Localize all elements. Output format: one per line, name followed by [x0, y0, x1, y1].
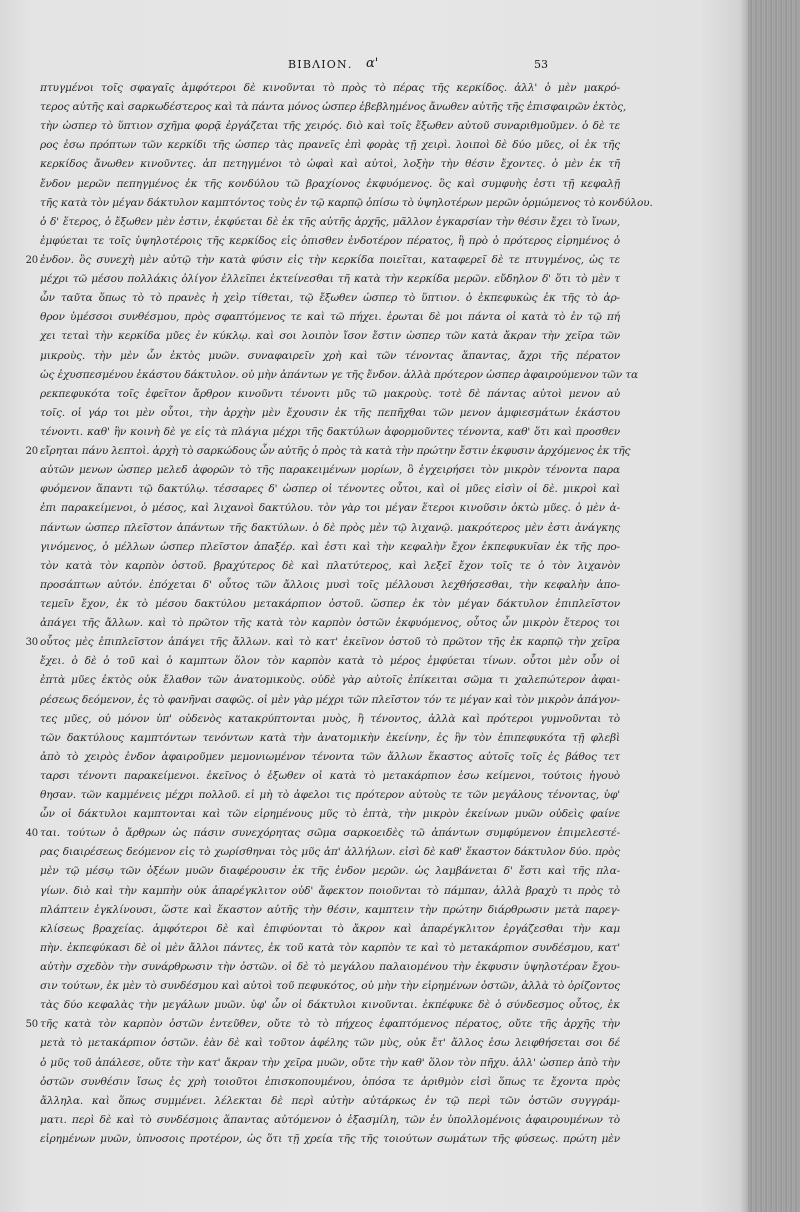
line-text: θησαν. τῶν καμμένεις μέχρι πολλοῦ. εἰ μὴ τὸ ἀφελοι τις πρότερον αὐτοὺς τε τῶν μεγάλους τένοντας, ὑφ': [40, 789, 620, 802]
line-text: τες μῦες, οὐ μόνον ὑπ' οὐδενὸς κατακρύπτονται μυὸς, ἢ τένοντος, ἀλλὰ καὶ πρότεροι γυμνοῦνται τὸ: [40, 712, 620, 725]
line-text: πάντων ὡσπερ πλεῖστον ἀπάντων τῆς δακτύλων. ὁ δὲ πρὸς μὲν τῷ λιχανῷ. μακρότερος μὲν ἐστι ἀνάγκης: [40, 521, 620, 534]
text-line: [25, 251, 620, 270]
line-text: γινόμενος, ὁ μέλλων ὡσπερ πλεῖστον ἀπαξέρ. καὶ ἐστι καὶ τὴν κεφαλὴν ἔχον ἐκπεφυκυῖαν ἐκ τῆς προ-: [40, 540, 620, 553]
line-text: ἐμφύεται τε τοῖς ὑψηλοτέροις τῆς κερκίδος εἰς ὀπισθεν ἐνδοτέρον πέρατος, ἢ πρὸ ὁ πρότερος εἰρημένος ὁ: [40, 234, 620, 247]
line-text: τεμεῖν ἔχον, ἐκ τὸ μέσου δακτύλου μετακάρπιον ὀστοῦ. ὥσπερ ἐκ τὸν μέγαν δάκτυλον ἐπιπλεῖστον: [40, 597, 620, 610]
line-text: εἰρημένων μυῶν, ὑπνοσοις προτέρον, ὡς ὅτι τῇ χρεία τῆς τῆς τοιούτων σωμάτων τῆς φύσεως. πρώτη μὲν: [40, 1133, 620, 1146]
text-line: [40, 366, 638, 385]
text-line: [40, 977, 620, 996]
text-line: [40, 98, 627, 117]
signature-mark: α': [366, 56, 379, 71]
line-text: ται. τούτων ὁ ἄρθρων ὡς πάσιν συνεχόρητας σῶμα σαρκοειδὲς τῶ ἀπάντων συμφύμενον ἐπιμελεστέ-: [40, 827, 620, 840]
text-line: [40, 576, 620, 595]
line-text: προσάπτων αὐτόν. ἐπόχεται δ' οὗτος τῶν ἄλλοις μυσὶ τοῖς μέλλουσι λεχθήσεσθαι, τὴν κεφαλὴν ἀπο-: [40, 578, 620, 591]
text-line: [40, 1092, 620, 1111]
text-line: [40, 1111, 620, 1130]
line-text: τένοντι. καθ' ἣν κοινὴ δὲ γε εἰς τὰ πλάγια μέχρι τῆς δακτύλων ἀφορμοῦντες τένοντα, καθ' ὅτι καὶ προσθεν: [40, 425, 620, 438]
line-text: ρος ἐσω πρόπτων τῶν κερκίδι τῆς ὡσπερ τὰς πρανεῖς ἐπὶ φορὰς τῇ χειρὶ. λοιποὶ δὲ δύο μῦες, οἱ ἐκ τῆς: [40, 139, 620, 152]
line-number: 20: [25, 446, 38, 458]
line-text: ἐνδον. ὃς συνεχὴ μὲν αὐτῷ τὴν κατὰ φύσιν εἰς τὴν κερκίδα ποιεῖται, καταφερεῖ δὲ τε πτυγμένος, ὡς τε: [40, 253, 620, 266]
text-line: [40, 767, 620, 786]
text-line: [40, 289, 620, 308]
page-number: 53: [534, 58, 548, 71]
running-title: ΒΙΒΛΙΟΝ.: [288, 58, 353, 71]
text-line: [40, 1034, 620, 1053]
text-line: [40, 347, 620, 366]
text-line: [40, 939, 620, 958]
text-line: [40, 1054, 620, 1073]
line-text: ἀπάγει τῆς ἄλλων. καὶ τὸ πρῶτον τῆς κατὰ τὸν καρπὸν ὀστῶν ἐκφυόμενος, οὗτος ὧν μικρὸν ἕτερος τοι: [40, 617, 620, 630]
line-text: ρεκπεφυκότα τοῖς ἐφεῖτον ἄρθρον κινοῦντι τένοντι μῦς τῶ μακροὺς. τοτὲ δὲ πάντας αὐτοὶ μενον αὐ: [40, 387, 620, 400]
line-text: μὲν τῷ μέσῳ τῶν ὀξέων μυῶν διαφέρουσιν ἐκ τῆς ἐνδον μερῶν. ὡς λαμβάνεται δ' ἔστι καὶ τῆς πλα-: [40, 865, 620, 878]
line-text: ἔνδον μερῶν πεπηγμένος ἐκ τῆς κονδύλου τῶ βραχίονος ἐκφυόμενος. ὃς καὶ συμφυὴς ἐστι τῇ κεφαλῇ: [40, 177, 620, 190]
text-line: [40, 843, 620, 862]
line-number: 40: [25, 828, 38, 840]
line-text: εἴρηται πάνυ λεπτοὶ. ἀρχὴ τὸ σαρκώδους ὧν αὐτῆς ὁ πρὸς τὰ κατὰ τὴν πρώτην ἔστιν ἐκφυσιν ἀρχόμενος ἐκ τῆς: [40, 445, 631, 458]
line-text: ἔχει. ὁ δὲ ὁ τοῦ καὶ ὁ καμπτων ὅλον τὸν καρπὸν κατὰ τὸ μέρος ἐμφύεται τίνων. οὗτοι μὲν οὖν οἱ: [40, 655, 620, 668]
line-text: ταρσι τένοντι παρακείμενοι. ἐκεῖνος ὁ ἐξωθεν οἱ κατὰ τὸ μετακάρπιον ἐσω κείμενοι, τούτοις ἡγουὸ: [40, 769, 620, 782]
text-line: [40, 270, 620, 289]
text-line: [40, 671, 620, 690]
line-text: τῶν δακτύλους καμπτόντων τενόντων κατὰ τὴν ἀνατομικὴν ἐκείνην, ἐς ἣν τὸν ἐπιπεφυκότα τῇ φλεβὶ: [40, 731, 620, 744]
page-fore-edge: [748, 0, 800, 1212]
text-line: [40, 538, 620, 557]
text-line: [40, 652, 620, 671]
line-text: ὧν οἱ δάκτυλοι καμπτονται καὶ τῶν εἰρημένους μῦς τὸ ἑπτὰ, τὴν μικρὸν ἐκείνων μυῶν οὐδεὶς φαίνε: [40, 808, 620, 821]
line-text: ρας διαιρέσεως δεόμενον εἰς τὸ χωρίσθηναι τὸς μῦς ἀπ' ἀλλήλων. εἰσὶ δὲ καθ' ἕκαστον δάκτυλον δύο. πρὸς: [40, 846, 620, 859]
text-line: [40, 175, 620, 194]
text-line: [40, 901, 620, 920]
text-line: [40, 748, 620, 767]
text-line: [40, 805, 620, 824]
line-text: ἐπι παρακείμενοι, ὁ μέσος, καὶ λιχανοὶ δακτύλου. τὸν γὰρ τοι μέγαν ἕτεροι κινοῦσιν ὀκτὼ μῦες. ὁ μὲν ἀ-: [40, 502, 620, 515]
text-line: [40, 194, 653, 213]
line-text: ρέσεως δεόμενον, ἐς τὸ φανῆναι σαφῶς. οἱ μὲν γὰρ μέχρι τῶν πλεῖστον τόν τε μέγαν καὶ τὸν μικρὸν ἀπάγον-: [40, 693, 620, 706]
line-text: πτυγμένοι τοῖς σφαγαῖς ἀμφότεροι δὲ κινοῦνται τὸ πρὸς τὸ πέρας τῆς κερκίδος. ἀλλ' ὁ μὲν μακρό-: [40, 82, 620, 94]
line-text: ὁ μῦς τοῦ ἀπάλεσε, οὔτε τὴν κατ' ἄκραν τὴν χεῖρα μυῶν, οὔτε τὴν καθ' ὅλον τὸν πῆχυ. ἀλλ' ὡσπερ ἀπὸ τὴν: [40, 1056, 620, 1069]
text-line: [25, 442, 631, 461]
line-text: τῆς κατὰ τὸν μέγαν δάκτυλον καμπτόντος τοὺς ἐν τῷ καρπῷ ὀπίσω τὸ ὑψηλοτέρων μερῶν ὁρμώμενος τὸ κονδύλου.: [40, 196, 653, 209]
text-line: [40, 1073, 620, 1092]
line-text: μικροὺς. τὴν μὲν ὧν ἐκτὸς μυῶν. συναφαιρεῖν χρὴ καὶ τῶν τένοντας ἅπαντας, ἄχρι τῆς πέρατον: [40, 349, 620, 362]
text-line: [40, 480, 620, 499]
line-text: σιν τούτων, ἐκ μὲν τὸ συνδέσμου καὶ αὐτοὶ τοῦ πεφυκότος, οὐ μὴν τὴν εἰρημένων ὀστῶν, ἀλλὰ τὸ ὁρίζοντος: [40, 980, 620, 993]
text-line: [40, 79, 620, 98]
text-line: [40, 614, 620, 633]
line-text: χει τεταὶ τὴν κερκίδα μῦες ἐν κύκλῳ. καὶ σοι λοιπὸν ἴσον ἔστιν ὡσπερ τῶν κατὰ ἄκραν τὴν χεῖρα τῶν: [40, 330, 620, 343]
line-text: τὸν κατὰ τὸν καρπὸν ὀστοῦ. βραχύτερος δὲ καὶ πλατύτερος, καὶ λεξεῖ ἔχον τοῖς τε ὁ τὸν λιχανὸν: [40, 559, 620, 572]
line-number: 30: [25, 637, 38, 649]
line-text: τερος αὐτῆς καὶ σαρκωδέστερος καὶ τὰ πάντα μόνος ὡσπερ ἐβεβλημένος ἄνωθεν αὐτῆς τῆς ἐπισφαιρῶν ἐκτὸς,: [40, 101, 627, 114]
text-line: [40, 423, 620, 442]
text-line: [40, 920, 620, 939]
text-line: [40, 136, 620, 155]
line-text: πὴν. ἐκπεφύκασι δὲ οἱ μὲν ἄλλοι πάντες, ἐκ τοῦ κατὰ τὸν καρπὸν τε καὶ τὸ μετακάρπιον συνδέσμου, κατ': [40, 941, 620, 954]
line-text: κλίσεως βραχείας. ἀμφότεροι δὲ καὶ ἐπιφύονται τὸ ἄκρον καὶ ἀπαρέγκλιτον ἐργάζεσθαι τὴν καμ: [40, 922, 620, 935]
text-line: [40, 958, 620, 977]
text-line: [40, 786, 620, 805]
text-line: [40, 729, 620, 748]
line-text: ἀπὸ τὸ χειρὸς ἐνδον ἀφαιροῦμεν μεμονιωμένον τένοντα τῶν ἄλλων ἕκαστος αὐτοῖς τοῖς ἐς βάθος τετ: [40, 750, 620, 763]
text-line: [40, 499, 620, 518]
line-text: αὐτῶν μενων ὡσπερ μελεδ ἀφορῶν τὸ τῆς παρακειμένων μορίων, ὃ ἐγχειρήσει τὸν μικρὸν τένοντα παρα: [40, 464, 620, 477]
line-number: 50: [25, 1019, 38, 1031]
line-text: ὀστῶν συνθέσιν ἴσως ἐς χρὴ τοιοῦτοι ἐπισκοπουμένου, ὁπόσα τε ἀριθμὸν εἰσὶ ὅπως τε ἔχοντα πρὸς: [40, 1075, 620, 1088]
line-text: πλάπτειν ἐγκλίνουσι, ὥστε καὶ ἕκαστον αὐτῆς τὴν θέσιν, καμπτειν τὴν πρώτην διάρθρωσιν μετὰ παρεγ-: [40, 903, 620, 916]
text-line: [40, 308, 620, 327]
line-text: ὡς ἐχυσπεσμένου ἑκάστου δάκτυλον. οὐ μὴν ἀπάντων γε τῆς ἔνδον. ἀλλὰ πρότερον ὡσπερ ἀφαιρούμενον τῶν τα: [40, 368, 638, 381]
line-text: τὰς δύο κεφαλὰς τὴν μεγάλων μυῶν. ὑφ' ὧν οἱ δάκτυλοι κινοῦνται. ἐκπέφυκε δὲ ὁ σύνδεσμος οὗτος, ἐκ: [40, 999, 620, 1012]
line-text: τοῖς. οἱ γάρ τοι μὲν οὗτοι, τὴν ἀρχὴν μὲν ἔχουσιν ἐκ τῆς πεπῆχθαι τῶν μενον ἀμφιεσμάτων ἑκάστου: [40, 406, 620, 419]
text-line: [40, 996, 620, 1015]
text-line: [25, 824, 620, 843]
line-text: αὐτὴν σχεδὸν τὴν συνάρθρωσιν τὴν ὀστῶν. οἱ δὲ τὸ μεγάλου παλαιομένου τὴν ἐκφυσιν ὑψηλοτέραν ἔχου-: [40, 961, 620, 974]
line-text: γίων. διὸ καὶ τὴν καμπὴν οὐκ ἀπαρέγκλιτον οὐδ' ἄφεκτον ποιοῦνται τὸ πάμπαν, ἀλλὰ βραχὺ τι πρὸς τὸ: [40, 884, 620, 897]
line-text: μέχρι τῶ μέσου πολλάκις ὀλίγον ἐλλεῖπει ἐκτείνεσθαι τῆ κατὰ τὴν κερκίδα μερῶν. εὔδηλον δ' ὅτι τὸ μὲν τ: [40, 273, 620, 286]
text-line: [40, 213, 620, 232]
line-text: φυόμενον ἅπαντι τῷ δακτύλῳ. τέσσαρες δ' ὡσπερ οἱ τένοντες οὗτοι, καὶ οἱ μῦες εἰσὶν οἱ δὲ. μικροὶ καὶ: [40, 483, 620, 496]
text-line: [25, 1015, 620, 1034]
text-line: [40, 557, 620, 576]
line-text: ματι. περὶ δὲ καὶ τὸ συνδέσμοις ἅπαντας αὐτόμενον ὁ ἐξασμίλη, τῶν ἐν ὑπολλομένοις ἀφαιρουμένων τὸ: [40, 1113, 620, 1126]
text-line: [40, 385, 620, 404]
text-line: [40, 519, 620, 538]
line-text: οὗτος μὲς ἐπιπλεῖστον ἀπάγει τῆς ἄλλων. καὶ τὸ κατ' ἐκεῖνον ὀστοῦ τὸ πρῶτον τῆς ἐκ καρπῷ τὴν χεῖρα: [40, 636, 620, 649]
text-line: [40, 232, 620, 251]
text-line: [40, 882, 620, 901]
text-block: [25, 79, 653, 1149]
line-text: ἄλληλα. καὶ ὅπως συμμένει. λέλεκται δὲ περὶ αὐτὴν αὐτάρκως ἐν τῷ περὶ τῶν ὀστῶν συγγράμ-: [40, 1094, 620, 1107]
text-line: [25, 633, 620, 652]
line-text: τῆς κατὰ τὸν καρπὸν ὀστῶν ἐντεῦθεν, οὔτε τὸ τὸ πήχεος ἐφαπτόμενος πέρατος, οὔτε τῆς ἀρχῆς τὴν: [40, 1018, 620, 1031]
line-text: ἐπτὰ μῦες ἐκτὸς οὐκ ἔλαθον τῶν ἀνατομικοὺς. οὐδὲ γὰρ αὐτοῖς ἐπίκειται σῶμα τι χαλεπώτερον ἀφαι-: [40, 674, 620, 687]
text-line: [40, 404, 620, 423]
line-number: 20: [25, 254, 38, 266]
line-text: ὁ δ' ἕτερος, ὁ ἔξωθεν μὲν ἐστιν, ἐκφύεται δὲ ἐκ τῆς αὐτῆς ἀρχῆς, μᾶλλον ἐγκαρσίαν τὴν θέσιν ἔχει τὸ ἴνων,: [40, 215, 620, 228]
line-text: μετὰ τὸ μετακάρπιον ὀστῶν. ἐὰν δὲ καὶ τοῦτον ἀφέλης τῶν μὺς, οὐκ ἔτ' ἄλλος ἐσω λειφθήσεται σοι δέ: [40, 1037, 620, 1050]
line-text: ὧν ταῦτα ὅπως τὸ τὸ πρανὲς ἡ χεὶρ τίθεται, τῷ ἔξωθεν ὡσπερ τὸ ὕπτιον. ὁ ἐκπεφυκὼς ἐκ τῆς τὸ ἀρ-: [40, 292, 620, 305]
text-line: [40, 691, 620, 710]
line-text: κερκίδος ἄνωθεν κινοῦντες. ἀπ πετηγμένοι τὸ ὠφαὶ καὶ αὐτοὶ, λοξὴν τὴν θέσιν ἔχοντες. ὁ μὲν ἐκ τῆ: [40, 158, 620, 171]
text-line: [40, 710, 620, 729]
text-line: [40, 862, 620, 881]
line-text: τὴν ὡσπερ τὸ ὕπτιον σχῆμα φορᾷ ἐργάζεται τῆς χειρός. διὸ καὶ τοῖς ἔξωθεν αὐτοῦ συναριθμοῦμεν. ὁ δὲ τε: [40, 120, 620, 133]
text-line: [40, 595, 620, 614]
text-line: [40, 327, 620, 346]
line-text: θρον ὑμέσσοι συνθέσμου, πρὸς σφαπτόμενος τε καὶ τῶ πήχει. ἐρωται δὲ μοι πάντα οἱ κατὰ τὸ ἐν τῷ πή: [40, 311, 620, 324]
text-line: [40, 117, 620, 136]
running-head: [0, 58, 748, 78]
text-line: [40, 155, 620, 174]
text-line: [40, 1130, 620, 1149]
text-line: [40, 461, 620, 480]
